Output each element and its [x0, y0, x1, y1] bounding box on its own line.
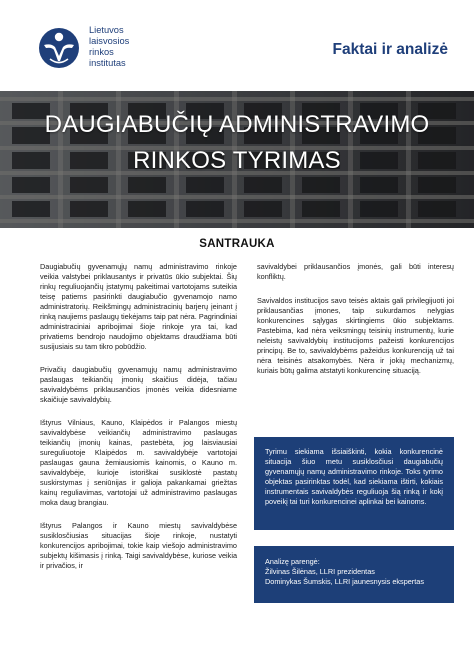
- summary-paragraph: savivaldybei priklausančios įmonės, gali būti interesų konfliktų.: [257, 262, 454, 281]
- summary-paragraph: Privačių daugiabučių gyvenamųjų namų administravimo paslaugas teikiančių įmonių skaičius didėja, tačiau savivaldybėms priklausančios įmonės veikia didesniame skaičiuje savivaldybių.: [40, 365, 237, 404]
- summary-paragraph: Daugiabučių gyvenamųjų namų administravimo rinkoje veikia valstybei priklausantys ir privatūs ūkio subjektai. Šių rinkų reguliuojančių įstatymų pakeitimai vartotojams suteikia teisę patiems pasirinkti daugiabučio gyvenamojo namo administratorių. Reikšmingų administracinių barjerų įeinant į rinką naujiems paslaugų tiekėjams taip pat nėra. Pagrindiniai administraciniai apribojimai šioje rinkoje yra tai, kad privatiems bendrojo naudojimo objektams draudžiama būti susijusiais su tam tikro pobūdžio.: [40, 262, 237, 351]
- authors-heading: Analizę parengė:: [265, 557, 320, 566]
- org-name-line: rinkos: [89, 47, 114, 57]
- org-name-line: Lietuvos: [89, 25, 124, 35]
- summary-paragraph: Ištyrus Vilniaus, Kauno, Klaipėdos ir Palangos miestų savivaldybėse veikiančių administravimo paslaugas teikiančių įmonių kainas, pastebėta, jog laisviausiai sureguliuotoje Klaipėdos m. savivaldybėje vartotojai paslaugas gauna žemiausiomis kainomis, o Kauno m. savivaldybėje, kurioje istoriškai susiklostė pastatų suskirstymas į seniūnijas ir galioja pakankamai griežtas kainų reguliavimas, vartotojai už administravimo paslaugas moka daug brangiau.: [40, 418, 237, 507]
- author-line: Dominykas Šumskis, LLRI jaunesnysis ekspertas: [265, 577, 424, 586]
- research-goal-box: [254, 437, 454, 530]
- report-title-line: DAUGIABUČIŲ ADMINISTRAVIMO: [44, 111, 430, 138]
- report-title-line: RINKOS TYRIMAS: [133, 147, 341, 174]
- org-name-line: laisvosios: [89, 36, 130, 46]
- report-title: [0, 107, 474, 179]
- summary-paragraph: Savivaldos institucijos savo teisės aktais gali privilegijuoti joi priklausančias įmones, taip sukurdamos nelygias konkurencines sąlygas skirtingiems ūkio subjektams. Pastebima, kad nėra veiksmingų teisinių instrumentų, kurie neleistų savivaldybių institucijoms pažeisti konkurencijos principų. Be to, savivaldybėms pažeidus konkurenciją už tai nėra teisinės atsakomybės. Nėra ir jokių mechanizmų, kuriais būtų galima atstatyti konkurencinę situaciją.: [257, 296, 454, 375]
- research-goal-text: Tyrimu siekiama išsiaiškinti, kokia konkurencinė situacija šiuo metu susiklosčiusi daugiabučių gyvenamųjų namų administravimo rinkoje. Toks tyrimo objektas pasirinktas todėl, kad siekiama ištirti, kokiais instrumentais savivaldybės reguliuoja šią rinką ir kokį poveikį tai turi konkurencinei aplinkai bei kainoms.: [265, 447, 443, 506]
- summary-paragraph: Ištyrus Palangos ir Kauno miestų savivaldybėse susiklosčiusias situacijas šioje rinkoje, nustatyti konkurencijos apribojimai, tokie kaip viešojo administravimo subjektų kišimasis į rinką. Taigi savivaldybėse, kuriose veikia ir privačios, ir: [40, 521, 237, 570]
- summary-right-column: [257, 262, 454, 390]
- series-label: Faktai ir analizė: [332, 41, 448, 58]
- summary-left-column: [40, 262, 237, 584]
- llri-logo: [38, 26, 84, 70]
- author-line: Žilvinas Šilėnas, LLRI prezidentas: [265, 567, 375, 576]
- org-name-line: institutas: [89, 58, 126, 68]
- summary-heading: SANTRAUKA: [199, 238, 275, 250]
- organization-name: [89, 25, 129, 69]
- authors-box: [254, 546, 454, 603]
